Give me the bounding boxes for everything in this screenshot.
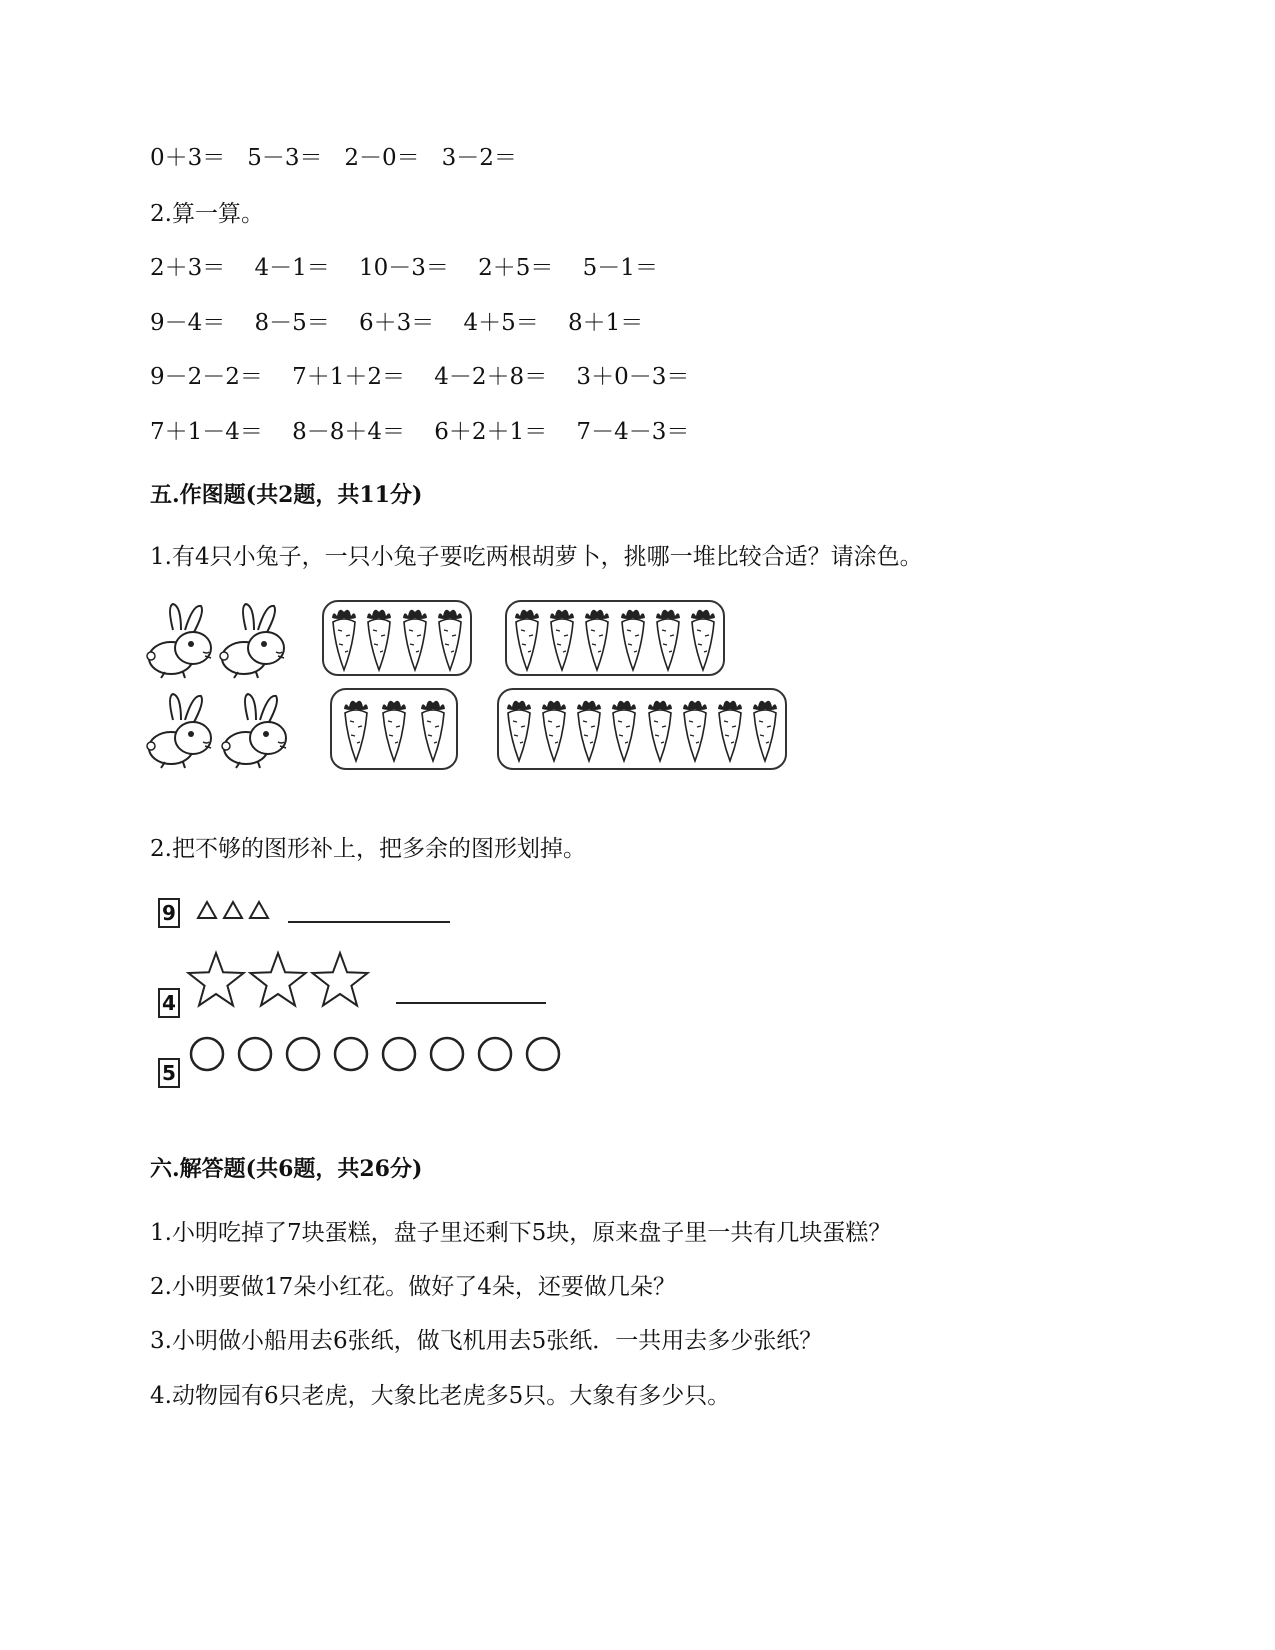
circle-icon	[524, 1035, 562, 1077]
circle-icon	[428, 1035, 466, 1077]
section-6-heading: 六.解答题(共6题，共26分)	[150, 1156, 423, 1182]
question-6-1: 1.小明吃掉了7块蛋糕，盘子里还剩下5块，原来盘子里一共有几块蛋糕？	[150, 1220, 892, 1246]
answer-line-1[interactable]	[288, 921, 450, 923]
number-box-5: 5	[158, 1058, 180, 1088]
question-5-2: 2.把不够的图形补上，把多余的图形划掉。	[150, 836, 586, 862]
question-5-1: 1.有4只小兔子，一只小兔子要吃两根胡萝卜，挑哪一堆比较合适？请涂色。	[150, 544, 923, 570]
triangle-icon	[248, 900, 270, 924]
carrot-group[interactable]	[330, 688, 458, 770]
carrot-icon	[653, 604, 683, 672]
triangle-icon	[222, 900, 244, 924]
carrot-group[interactable]	[322, 600, 472, 676]
circle-icon	[476, 1035, 514, 1077]
carrot-group[interactable]	[505, 600, 725, 676]
rabbit-icon	[218, 600, 290, 680]
carrot-icon	[609, 695, 639, 763]
carrot-icon	[547, 604, 577, 672]
carrot-icon	[582, 604, 612, 672]
equation-row-2: 9－4＝ 8－5＝ 6＋3＝ 4＋5＝ 8＋1＝	[150, 310, 644, 336]
carrot-group[interactable]	[497, 688, 787, 770]
star-icon	[185, 950, 247, 1014]
carrot-icon	[512, 604, 542, 672]
star-icon	[247, 950, 309, 1014]
question-6-4: 4.动物园有6只老虎，大象比老虎多5只。大象有多少只。	[150, 1383, 731, 1409]
carrot-icon	[418, 695, 448, 763]
equation-row-3: 9－2－2＝ 7＋1＋2＝ 4－2＋8＝ 3＋0－3＝	[150, 364, 690, 390]
equation-row-4: 7＋1－4＝ 8－8＋4＝ 6＋2＋1＝ 7－4－3＝	[150, 419, 690, 445]
number-box-4: 4	[158, 988, 180, 1018]
circle-icon	[188, 1035, 226, 1077]
circle-icon	[284, 1035, 322, 1077]
equation-row-1: 2＋3＝ 4－1＝ 10－3＝ 2＋5＝ 5－1＝	[150, 255, 658, 281]
rabbit-icon	[145, 690, 217, 770]
carrot-icon	[400, 604, 430, 672]
carrot-icon	[680, 695, 710, 763]
carrot-icon	[504, 695, 534, 763]
carrot-icon	[715, 695, 745, 763]
carrot-icon	[539, 695, 569, 763]
carrot-icon	[688, 604, 718, 672]
number-box-9: 9	[158, 898, 180, 928]
question-6-3: 3.小明做小船用去6张纸，做飞机用去5张纸．一共用去多少张纸？	[150, 1328, 823, 1354]
carrot-icon	[645, 695, 675, 763]
triangle-icon	[196, 900, 218, 924]
carrot-icon	[341, 695, 371, 763]
star-icon	[309, 950, 371, 1014]
section-5-heading: 五.作图题(共2题，共11分)	[150, 482, 423, 508]
equation-row-top: 0＋3＝ 5－3＝ 2－0＝ 3－2＝	[150, 145, 517, 171]
answer-line-2[interactable]	[396, 1002, 546, 1004]
question-calc-title: 2.算一算。	[150, 201, 264, 227]
carrot-icon	[435, 604, 465, 672]
rabbit-icon	[220, 690, 292, 770]
carrot-icon	[618, 604, 648, 672]
rabbit-icon	[145, 600, 217, 680]
carrot-icon	[750, 695, 780, 763]
carrot-icon	[364, 604, 394, 672]
circle-icon	[332, 1035, 370, 1077]
circle-icon	[380, 1035, 418, 1077]
carrot-icon	[574, 695, 604, 763]
circle-icon	[236, 1035, 274, 1077]
question-6-2: 2.小明要做17朵小红花。做好了4朵，还要做几朵？	[150, 1274, 676, 1300]
carrot-icon	[379, 695, 409, 763]
carrot-icon	[329, 604, 359, 672]
